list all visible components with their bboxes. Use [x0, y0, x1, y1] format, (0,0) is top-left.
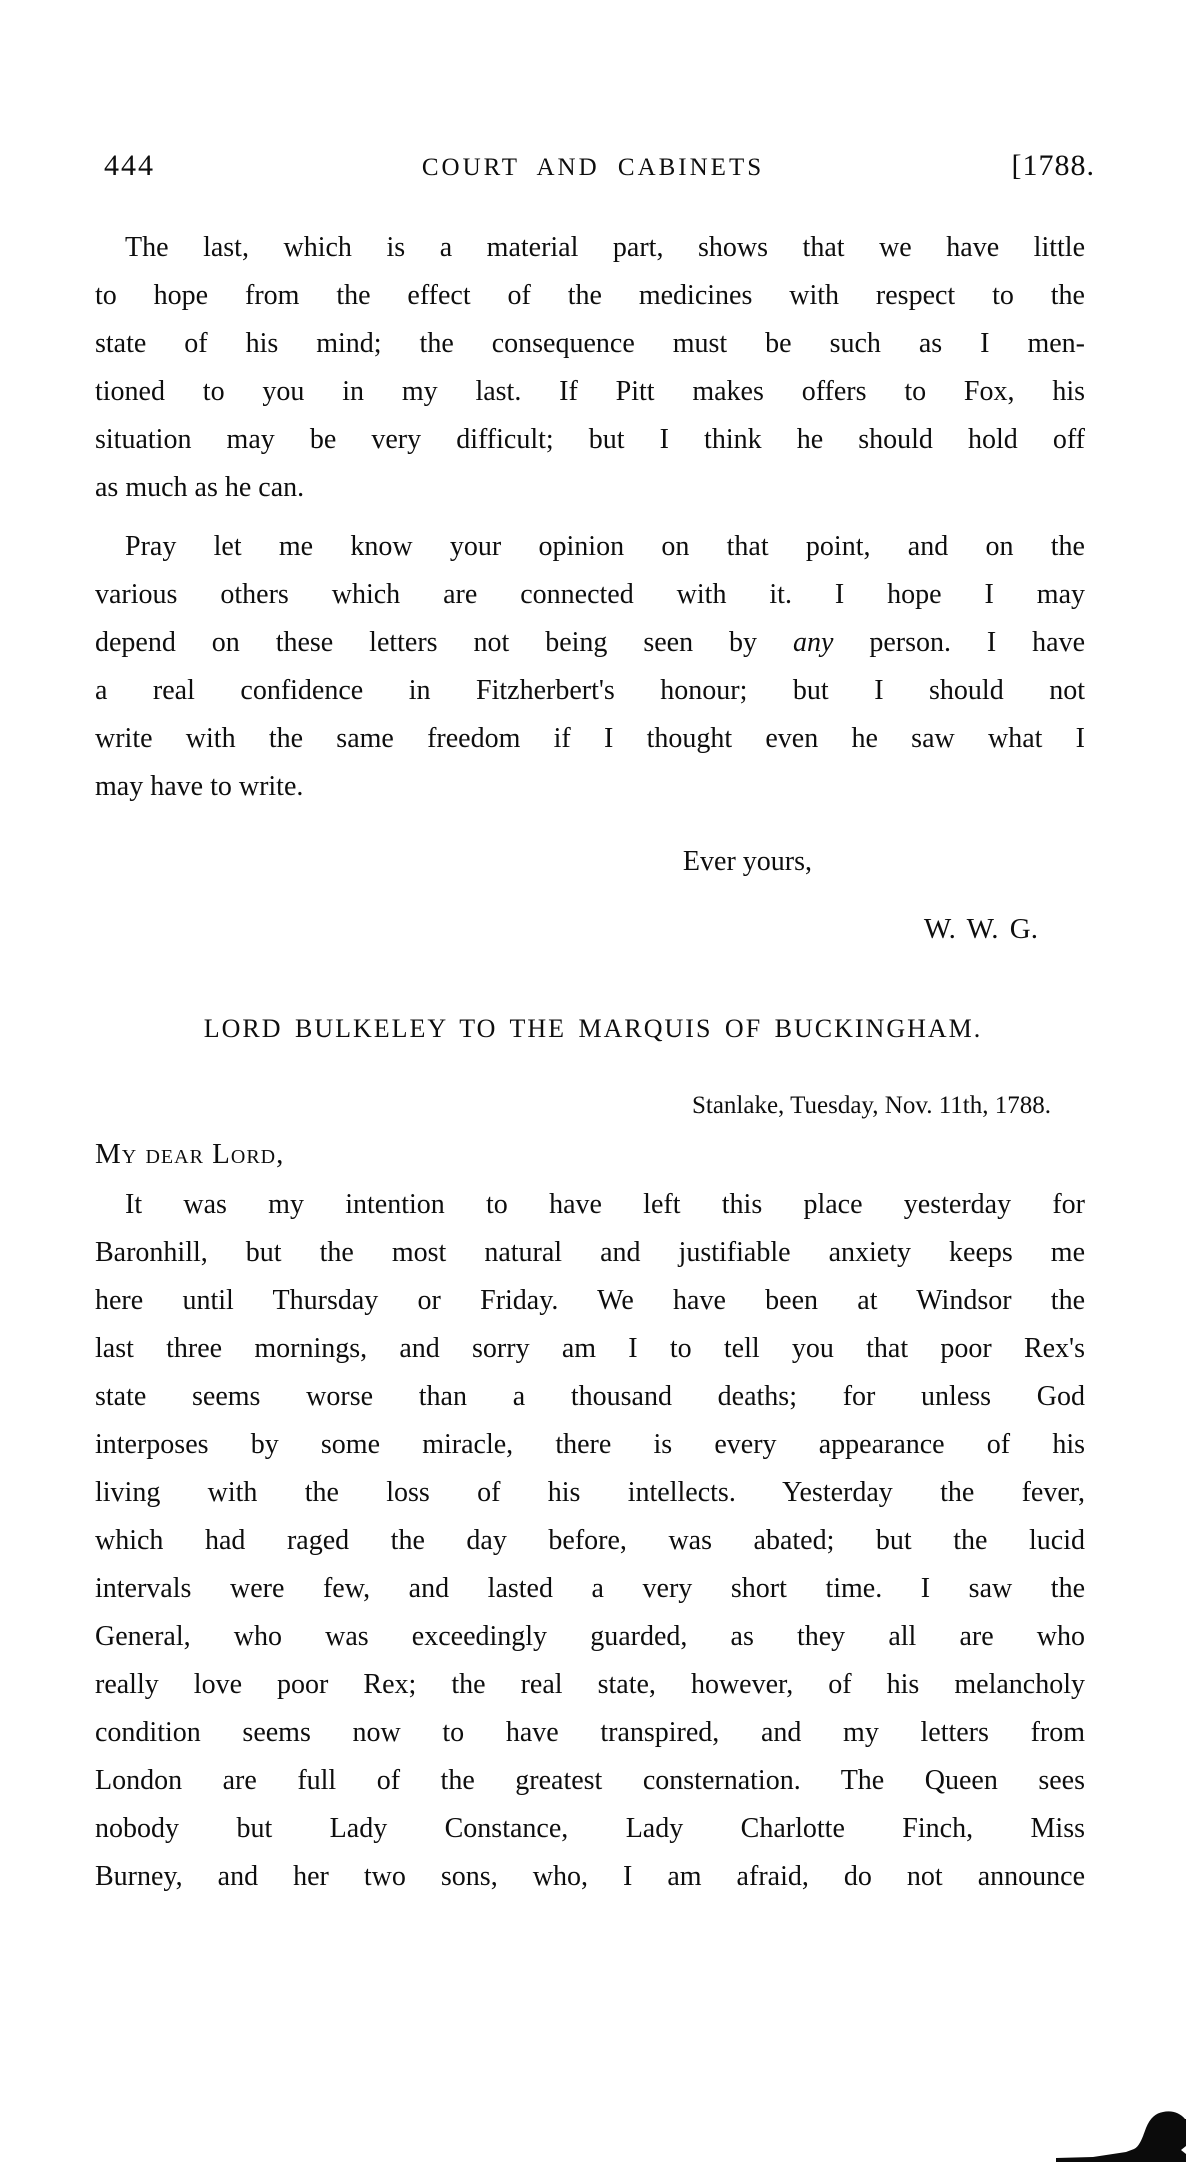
text-line: tioned to you in my last. If Pitt makes offers to Fox, his: [95, 376, 1085, 407]
ink-blot-artifact: [1048, 2106, 1186, 2166]
text-line: various others which are connected with it. I hope I may: [95, 579, 1085, 610]
text-line: which had raged the day before, was abated; but the lucid: [95, 1525, 1085, 1556]
letter2-dateline: Stanlake, Tuesday, Nov. 11th, 1788.: [691, 1092, 1051, 1119]
letter1-signature: W. W. G.: [923, 913, 1038, 945]
letter2-salutation: My dear Lord,: [95, 1138, 285, 1170]
letter1-paragraph-2: [95, 523, 1085, 811]
text-line: a real confidence in Fitzherbert's honour; but I should not: [95, 675, 1085, 706]
text-line: here until Thursday or Friday. We have been at Windsor the: [95, 1285, 1085, 1316]
text-line: depend on these letters not being seen by any person. I have: [95, 627, 1085, 658]
running-title: COURT AND CABINETS: [421, 154, 765, 181]
text-line: Burney, and her two sons, who, I am afraid, do not announce: [95, 1861, 1085, 1892]
text-line: Baronhill, but the most natural and justifiable anxiety keeps me: [95, 1237, 1085, 1268]
text-line: interposes by some miracle, there is every appearance of his: [95, 1429, 1085, 1460]
letter1-paragraph-1: [95, 224, 1085, 512]
text-line: It was my intention to have left this place yesterday for: [125, 1189, 1085, 1220]
text-line: situation may be very difficult; but I think he should hold off: [95, 424, 1085, 455]
letter1-valediction: Ever yours,: [682, 846, 812, 877]
text-line: to hope from the effect of the medicines with respect to the: [95, 280, 1085, 311]
text-line: state of his mind; the consequence must be such as I men-: [95, 328, 1085, 359]
text-line: living with the loss of his intellects. Yesterday the fever,: [95, 1477, 1085, 1508]
text-line: nobody but Lady Constance, Lady Charlotte Finch, Miss: [95, 1813, 1085, 1844]
text-line: as much as he can.: [95, 472, 305, 503]
text-line: London are full of the greatest consternation. The Queen sees: [95, 1765, 1085, 1796]
text-line: may have to write.: [95, 771, 304, 802]
text-line: Pray let me know your opinion on that point, and on the: [125, 531, 1085, 562]
text-line: condition seems now to have transpired, and my letters from: [95, 1717, 1085, 1748]
text-line: last three mornings, and sorry am I to tell you that poor Rex's: [95, 1333, 1085, 1364]
page-number: 444: [104, 149, 155, 182]
text-line: really love poor Rex; the real state, however, of his melancholy: [95, 1669, 1085, 1700]
text-line: write with the same freedom if I thought even he saw what I: [95, 723, 1085, 754]
text-line: General, who was exceedingly guarded, as they all are who: [95, 1621, 1085, 1652]
header-year: [1788.: [1011, 149, 1095, 182]
letter2-heading: LORD BULKELEY TO THE MARQUIS OF BUCKINGHAM.: [203, 1014, 983, 1043]
text-line: The last, which is a material part, shows that we have little: [125, 232, 1085, 263]
letter2-paragraph-1: [95, 1181, 1085, 1901]
text-line: state seems worse than a thousand deaths; for unless God: [95, 1381, 1085, 1412]
text-line: intervals were few, and lasted a very short time. I saw the: [95, 1573, 1085, 1604]
